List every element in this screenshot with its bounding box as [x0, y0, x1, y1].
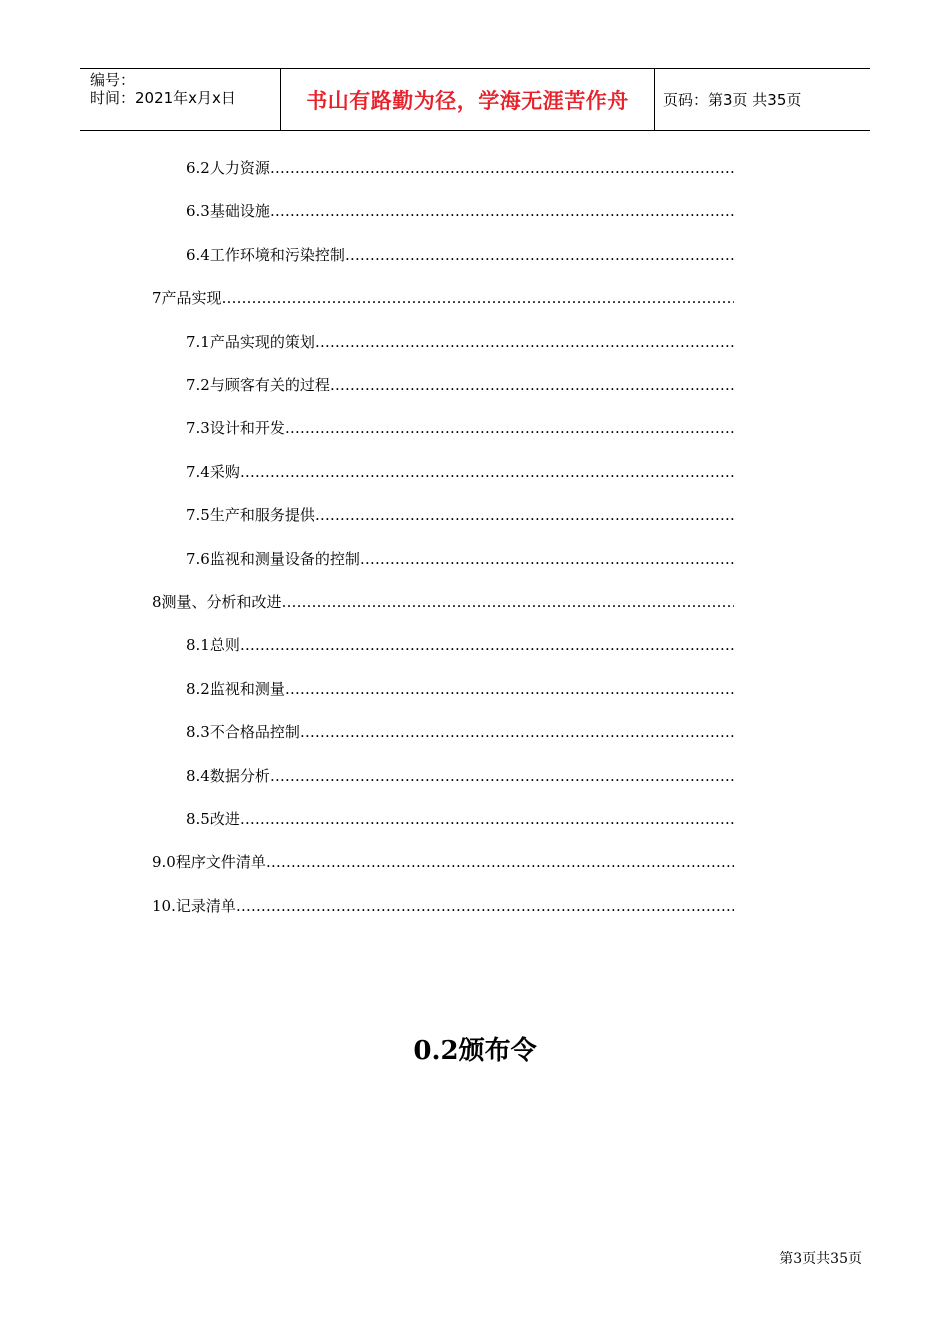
toc-leader-dots — [222, 288, 734, 308]
toc-entry-label: 7.5生产和服务提供 — [186, 506, 315, 524]
toc-leader-dots — [270, 201, 734, 221]
toc-entry-label: 7.1产品实现的策划 — [186, 333, 315, 351]
toc-entry-label: 8.4数据分析 — [186, 767, 270, 785]
toc-leader-dots — [236, 896, 734, 916]
toc-entry-label: 8.5改进 — [186, 810, 240, 828]
toc-entry-label: 8.3不合格品控制 — [186, 723, 300, 741]
toc-leader-dots — [266, 852, 734, 872]
header-motto: 书山有路勤为径，学海无涯苦作舟 — [281, 69, 655, 130]
toc-leader-dots — [315, 332, 734, 352]
toc-entry — [186, 158, 734, 178]
toc-entry — [152, 288, 734, 308]
toc-entry — [186, 418, 734, 438]
toc-entry-label: 6.4工作环境和污染控制 — [186, 246, 345, 264]
section-title: 0.2颁布令 — [413, 1036, 537, 1066]
toc-entry — [186, 245, 734, 265]
toc-entry — [152, 592, 734, 612]
toc-entry — [186, 549, 734, 569]
toc-entry-label: 8测量、分析和改进 — [152, 593, 282, 611]
toc-leader-dots — [270, 158, 734, 178]
toc-entry — [186, 332, 734, 352]
toc-leader-dots — [300, 722, 734, 742]
page-footer: 第3页共35页 — [779, 1251, 862, 1267]
toc-entry-label: 6.2人力资源 — [186, 159, 270, 177]
page-header — [80, 68, 870, 131]
toc-leader-dots — [315, 505, 734, 525]
toc-leader-dots — [285, 418, 734, 438]
toc-entry — [186, 635, 734, 655]
toc-entry-label: 7.2与顾客有关的过程 — [186, 376, 330, 394]
toc-entry-label: 7.4采购 — [186, 463, 240, 481]
toc-leader-dots — [240, 462, 734, 482]
toc-entry — [186, 462, 734, 482]
toc-leader-dots — [240, 635, 734, 655]
toc-entry — [186, 505, 734, 525]
toc-entry — [152, 852, 734, 872]
toc-entry-label: 8.1总则 — [186, 636, 240, 654]
toc-entry-label: 10.记录清单 — [152, 897, 236, 915]
toc-leader-dots — [330, 375, 734, 395]
toc-entry — [186, 809, 734, 829]
toc-leader-dots — [285, 679, 734, 699]
toc-entry — [152, 896, 734, 916]
toc-entry — [186, 766, 734, 786]
toc-entry-label: 6.3基础设施 — [186, 202, 270, 220]
toc-entry-label: 7.6监视和测量设备的控制 — [186, 550, 360, 568]
document-number-label: 编号： — [90, 71, 136, 89]
toc-entry — [186, 679, 734, 699]
toc-entry-label: 7.3设计和开发 — [186, 419, 285, 437]
toc-entry — [186, 375, 734, 395]
toc-leader-dots — [240, 809, 734, 829]
toc-leader-dots — [360, 549, 734, 569]
document-time-label: 时间：2021年x月x日 — [90, 89, 236, 107]
header-page-info: 页码：第3页 共35页 — [663, 91, 802, 109]
toc-leader-dots — [345, 245, 734, 265]
toc-entry-label: 9.0程序文件清单 — [152, 853, 266, 871]
header-meta — [80, 69, 281, 130]
toc-leader-dots — [282, 592, 734, 612]
toc-entry — [186, 722, 734, 742]
toc-entry-label: 8.2监视和测量 — [186, 680, 285, 698]
toc-leader-dots — [270, 766, 734, 786]
toc-entry-label: 7产品实现 — [152, 289, 222, 307]
toc-entry — [186, 201, 734, 221]
